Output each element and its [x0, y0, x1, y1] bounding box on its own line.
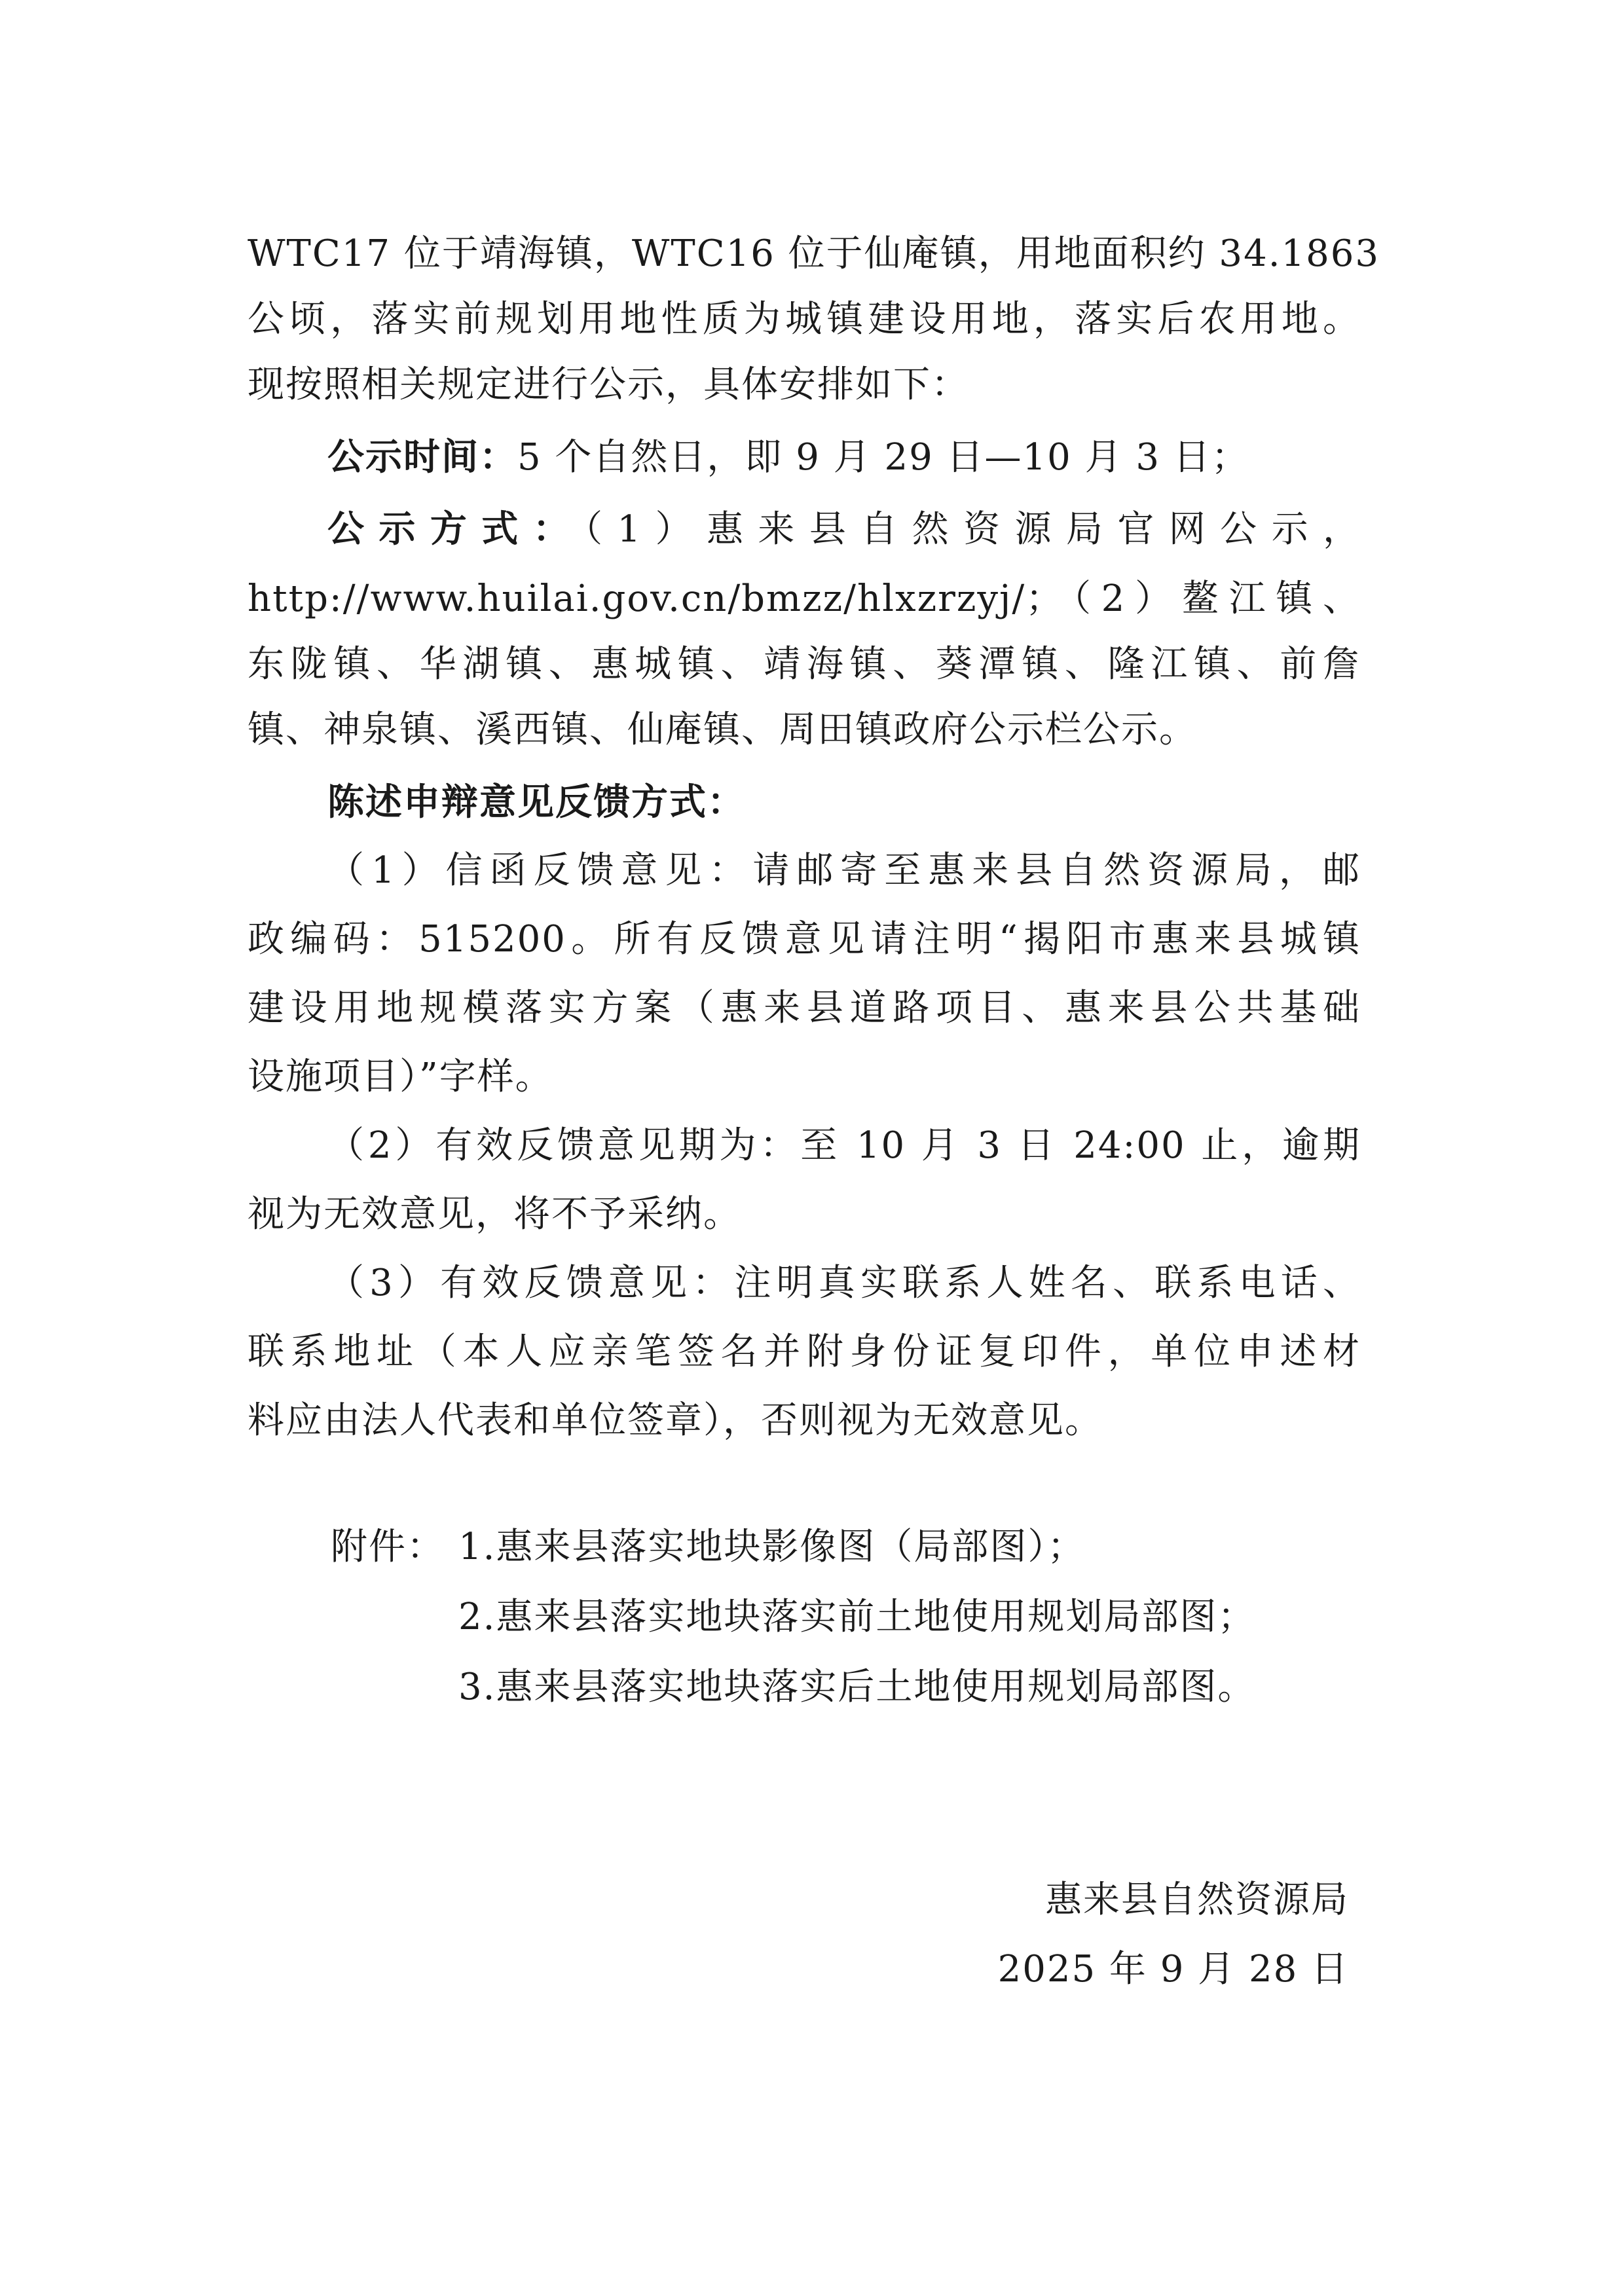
attachment-item-3: 3.惠来县落实地块落实后土地使用规划局部图。 [458, 1666, 1256, 1708]
publication-method-line-2: http://www.huilai.gov.cn/bmzz/hlxzrzyj/；（2）鳌江镇、 [248, 578, 1361, 620]
intro-line-1: WTC17 位于靖海镇，WTC16 位于仙庵镇，用地面积约 34.1863 [248, 232, 1380, 275]
feedback-2-line-2: 视为无效意见，将不予采纳。 [248, 1193, 741, 1236]
feedback-1-line-1: （1）信函反馈意见：请邮寄至惠来县自然资源局，邮 [327, 849, 1361, 892]
publication-method [327, 503, 1361, 556]
feedback-3-line-2: 联系地址（本人应亲笔签名并附身份证复印件，单位申述材 [248, 1331, 1361, 1373]
publication-method-value: （1）惠来县自然资源局官网公示， [584, 508, 1361, 551]
publication-time [327, 431, 1249, 484]
feedback-1-line-4: 设施项目）”字样。 [248, 1056, 553, 1098]
publication-method-label: 公示方式： [327, 507, 585, 551]
feedback-3-line-1: （3）有效反馈意见：注明真实联系人姓名、联系电话、 [327, 1262, 1361, 1304]
publication-method-line-3: 东陇镇、华湖镇、惠城镇、靖海镇、葵潭镇、隆江镇、前詹 [248, 643, 1361, 686]
intro-line-2: 公顷，落实前规划用地性质为城镇建设用地，落实后农用地。 [248, 298, 1361, 340]
signature-org: 惠来县自然资源局 [1045, 1879, 1349, 1921]
attachment-item-1: 1.惠来县落实地块影像图（局部图）； [458, 1526, 1086, 1568]
feedback-1-line-2: 政编码：515200。所有反馈意见请注明“揭阳市惠来县城镇 [248, 918, 1361, 961]
attachments-label: 附件： [331, 1526, 445, 1568]
feedback-heading: 陈述申辩意见反馈方式： [327, 780, 745, 824]
signature-date: 2025 年 9 月 28 日 [997, 1948, 1349, 1991]
attachment-item-2: 2.惠来县落实地块落实前土地使用规划局部图； [458, 1596, 1256, 1638]
publication-time-value: 5 个自然日，即 9 月 29 日—10 月 3 日； [517, 436, 1249, 479]
feedback-3-line-3: 料应由法人代表和单位签章），否则视为无效意见。 [248, 1399, 1103, 1442]
feedback-1-line-3: 建设用地规模落实方案（惠来县道路项目、惠来县公共基础 [248, 987, 1361, 1029]
publication-time-label: 公示时间： [327, 435, 517, 479]
intro-line-3: 现按照相关规定进行公示，具体安排如下： [248, 363, 969, 406]
feedback-2-line-1: （2）有效反馈意见期为：至 10 月 3 日 24:00 止，逾期 [327, 1124, 1361, 1167]
publication-method-line-4: 镇、神泉镇、溪西镇、仙庵镇、周田镇政府公示栏公示。 [248, 708, 1197, 751]
